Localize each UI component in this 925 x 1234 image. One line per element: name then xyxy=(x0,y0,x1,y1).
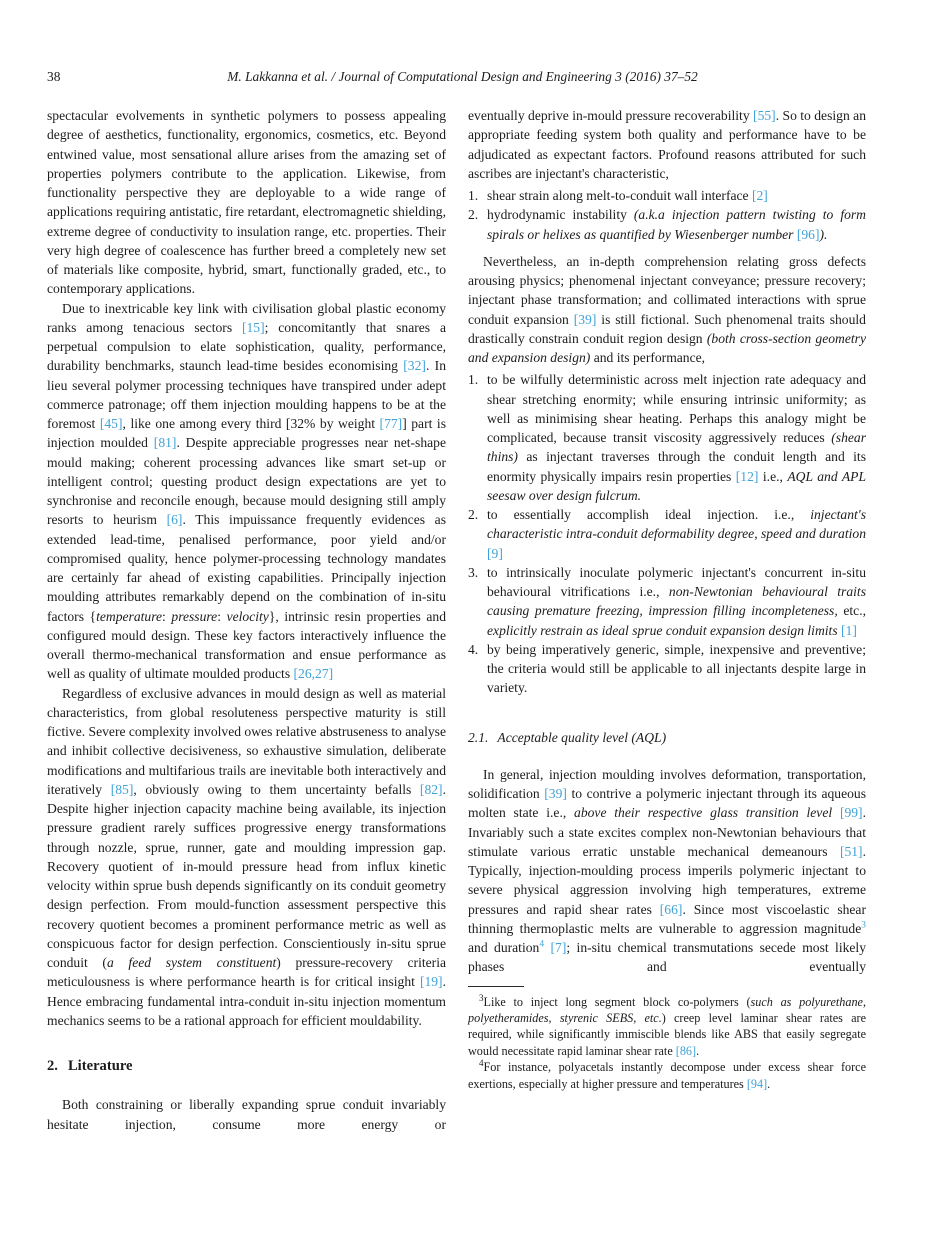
text-run: by being imperatively generic, simple, inexpensive and preventive; the criteria would still be applicable to all injectants despite large in variety. xyxy=(487,641,866,696)
list-item-text xyxy=(487,370,866,505)
list-item-text xyxy=(487,640,866,698)
list-item xyxy=(468,505,866,563)
citation-link[interactable]: [2] xyxy=(751,188,768,203)
subsection-heading xyxy=(468,728,866,747)
footnote-marker: 4 xyxy=(479,1058,484,1069)
text-run: Regardless of exclusive advances in mould design as well as material characteristics, from global resoluteness perspective maturity is still fictive. Severe complexity involved owes relative abstruseness to analyse and inhibit collective decisiveness, so exhaustive simulation, deliberate modifications and multifarious trails are inevitable both interactively and iteratively xyxy=(47,685,447,797)
heading-number: 2. xyxy=(47,1058,58,1074)
running-head: M. Lakkanna et al. / Journal of Computational Design and Engineering 3 (2016) 37–52 xyxy=(227,69,698,84)
text-run: . Despite higher injection capacity machine being available, its injection pressure gradient rarely suffices progressive energy transformations through nozzle, sprue, runner, gate and moulding impression gap. Recovery quotient of in-mould pressure head from influx kinetic velocity within sprue bush depends significantly on its conduit geometry design perfection. From mould-function assessment perspective this recovery quotient becomes a prominent performance metric as well as conspicuous factor for design perfection. Conscientiously in-situ sprue conduit ( xyxy=(47,781,446,970)
text-run: . Despite appreciable progresses near net-shape mould making; coherent processing advances like smart set-up or intelligent control; questing product design expectations are yet to synchronise and reconcile enough, because mould designing still amply resorts to heurism xyxy=(47,435,446,528)
text-run: such as polyurethane, polyetheramides, styrenic SEBS, etc. xyxy=(468,994,866,1025)
footnote xyxy=(468,994,866,1060)
section-heading xyxy=(47,1057,446,1076)
text-run: explicitly restrain as ideal sprue conduit expansion design limits xyxy=(487,622,842,638)
citation-link[interactable]: [6] xyxy=(166,512,183,528)
text-run: ). xyxy=(819,226,828,242)
paragraph xyxy=(47,299,446,684)
text-run: ) pressure-recovery criteria meticulousness is where performance hearth is for critical insight xyxy=(47,955,446,990)
text-run: shear strain along melt-to-conduit wall interface xyxy=(487,188,752,203)
footnotes xyxy=(468,986,866,1092)
text-run: ; concomitantly that snares a perpetual compulsion to elate sophistication, quality, performance, durability benchmarks, staunch lead-time besides economising xyxy=(47,319,446,374)
heading-number: 2.1. xyxy=(468,729,489,745)
text-run: non-Newtonian behavioural traits causing premature freezing, impression filling incompleteness, xyxy=(487,584,866,619)
paragraph xyxy=(47,1095,446,1134)
text-run: ] part is injection moulded xyxy=(47,416,446,451)
list-item-number: 1. xyxy=(468,188,479,203)
numbered-list xyxy=(468,186,866,244)
text-run: and duration xyxy=(468,940,540,955)
list-item-text xyxy=(487,563,866,640)
text-run: (shear thins) xyxy=(487,430,866,465)
text-run: ) creep level laminar shear rates are required, while significantly immiscible blends like ABS that easily segregate would necessitate rapid laminar shear rate xyxy=(468,1010,866,1058)
text-run: : xyxy=(217,608,227,624)
list-item xyxy=(468,640,866,698)
footnote-marker: 3 xyxy=(479,992,484,1003)
citation-link[interactable]: [39] xyxy=(544,786,567,801)
list-item-number: 4. xyxy=(468,641,479,657)
text-run: , like one among every third [32% by weight xyxy=(122,416,380,431)
citation-link[interactable]: [66] xyxy=(659,901,683,917)
citation-link[interactable]: [94] xyxy=(746,1076,768,1091)
text-run: etc., xyxy=(837,603,866,619)
citation-link[interactable]: [51] xyxy=(839,843,863,859)
text-run: velocity xyxy=(226,608,269,624)
citation-link[interactable]: [81] xyxy=(153,435,177,451)
citation-link[interactable]: [45] xyxy=(99,416,123,431)
text-run: : xyxy=(162,608,172,624)
list-item-text xyxy=(487,186,866,205)
text-run: Nevertheless, an in-depth comprehension relating gross defects arousing physics; phenomenal injectant conveyance; pressure recovery; injectant phase transformation; and collimated interactions with sprue conduit expansion xyxy=(468,253,866,327)
citation-link[interactable]: [12] xyxy=(735,468,759,484)
footnote-ref-superscript[interactable]: 3 xyxy=(861,920,866,931)
heading-label: Acceptable quality level (AQL) xyxy=(497,729,667,745)
citation-link[interactable]: [1] xyxy=(841,622,857,638)
text-run: . This impuissance frequently evidences as extended lead-time, penalised performance, poor yield and/or compromised quality, hence polymer-processing technology mandates are certainly far ahead of existing capabilities. Principally injection moulding attributes remarkably depend on the combination of in-situ factors { xyxy=(47,512,446,624)
paragraph xyxy=(468,765,866,977)
text-run: and its performance, xyxy=(590,350,706,365)
citation-link[interactable]: [55] xyxy=(753,108,776,123)
citation-link[interactable]: [15] xyxy=(241,319,265,335)
text-run: . xyxy=(696,1043,700,1058)
text-run: to essentially accomplish ideal injection. i.e., xyxy=(487,507,811,522)
right-column xyxy=(468,106,866,1092)
text-run: hydrodynamic instability xyxy=(487,207,634,223)
citation-link[interactable]: [99] xyxy=(839,805,863,821)
citation-link[interactable]: [86] xyxy=(675,1043,697,1058)
footnote-rule xyxy=(468,986,524,987)
citation-link[interactable]: [96] xyxy=(796,226,820,242)
text-run: i.e., xyxy=(758,468,788,484)
paragraph xyxy=(47,106,446,299)
text-run: to be wilfully deterministic across melt injection rate adequacy and shear stretching enormity; while ensuring intrinsic uniformity; as well as minimising shear heating. Perhaps this analogy might be complicated, because transit viscosity aggressively reduces xyxy=(487,372,866,445)
text-run: Due to inextricable key link with civilisation global plastic economy ranks among tenacious sectors xyxy=(47,300,446,335)
text-run: is still fictional. Such phenomenal traits should drastically constrain conduit region design xyxy=(468,311,866,346)
list-item xyxy=(468,370,866,505)
text-run: to intrinsically inoculate polymeric injectant's concurrent in-situ behavioural vitrifications i.e., xyxy=(487,564,866,599)
citation-link[interactable]: [85] xyxy=(110,781,134,797)
list-item xyxy=(468,205,866,244)
numbered-list xyxy=(468,370,866,697)
text-run: pressure xyxy=(171,608,218,624)
text-run: (both cross-section geometry and expansion design) xyxy=(468,330,866,365)
citation-link[interactable]: [82] xyxy=(419,781,443,797)
page-number: 38 xyxy=(47,69,61,84)
citation-link[interactable]: [9] xyxy=(487,545,503,561)
citation-link[interactable]: [19] xyxy=(419,974,443,990)
list-item xyxy=(468,186,866,205)
text-run: . Invariably such a state excites complex non-Newtonian behaviours that stimulate various erratic unstable mechanical demeanours xyxy=(468,805,866,859)
text-run: Like to inject long segment block co-polymers ( xyxy=(483,994,751,1009)
text-run: . Typically, injection-moulding process imperils polymeric injectant to severe physical aggression involving high temperatures, extreme pressures and rapid shear rates xyxy=(468,843,866,917)
paragraph xyxy=(468,106,866,183)
citation-link[interactable]: [26,27] xyxy=(293,666,334,682)
paragraph xyxy=(47,684,446,1031)
list-item-number: 1. xyxy=(468,372,479,388)
text-run: }, intrinsic resin properties and configured mould design. These key factors interactively influence the overall thermo-mechanical transformation and ensue performance as well as quality of ultimate moulded products xyxy=(47,608,446,682)
text-run: . In lieu several polymer processing techniques have transpired under adept commerce patronage; off them injection moulding happens to be at the foremost xyxy=(47,358,446,431)
list-item-number: 2. xyxy=(468,507,479,522)
list-item-number: 3. xyxy=(468,564,479,580)
text-run: (a.k.a injection pattern twisting to form spirals or helixes as quantified by Wiesenberger number xyxy=(487,207,866,242)
text-run: For instance, polyacetals instantly decompose under excess shear force exertions, especially at higher pressure and temperatures xyxy=(468,1060,866,1091)
text-run: spectacular evolvements in synthetic polymers to possess appealing degree of aesthetics, functionality, ergonomics, cosmetics, etc. Beyond entwined value, most sensational allure arises from the amazing set of properties polymers contribute to the application. Likewise, from functionality perspective they are deployable to a wide range of applications requiring antistatic, fire retardant, electromagnetic shielding, extreme degree of conductivity to insulation range, etc. properties. Their very high degree of coalescence has further breed a completely new set of materials like composite, hybrid, smart, functionally graded, etc., to contemporary applications. xyxy=(47,108,446,297)
text-run: above their respective glass transition level xyxy=(574,805,840,821)
text-run: . Since most viscoelastic shear thinning thermoplastic melts are vulnerable to aggression magnitude xyxy=(468,901,866,936)
heading-label: Literature xyxy=(67,1058,133,1074)
text-run: to contrive a polymeric injectant through its aqueous molten state i.e., xyxy=(468,786,866,821)
footnote-ref-superscript[interactable]: 4 xyxy=(539,939,545,950)
list-item xyxy=(468,563,866,640)
right-column-body xyxy=(468,106,866,977)
text-run: ; in-situ chemical transmutations secede most likely phases and eventually xyxy=(468,940,866,975)
text-run: , obviously owing to them uncertainty befalls xyxy=(133,781,420,797)
text-run: . So to design an appropriate feeding system both quality and performance have to be adjudicated as expectant factors. Profound reasons attributed for such ascribes are injectant's characteristic, xyxy=(468,108,866,181)
text-run: as injectant traverses through the conduit length and its enormity physically impairs resin properties xyxy=(487,449,866,484)
footnote xyxy=(468,1059,866,1092)
citation-link[interactable]: [7] xyxy=(550,940,567,955)
citation-link[interactable]: [39] xyxy=(573,311,597,327)
text-run: . xyxy=(767,1076,771,1091)
text-run: a feed system constituent xyxy=(106,955,277,970)
list-item-text xyxy=(487,205,866,244)
text-run: In general, injection moulding involves deformation, transportation, solidification xyxy=(468,766,866,801)
text-run: AQL and APL seesaw over design fulcrum. xyxy=(487,468,867,503)
left-column xyxy=(47,106,446,1134)
citation-link[interactable]: [32] xyxy=(403,358,426,374)
text-run: . Hence embracing fundamental intra-conduit in-situ injection momentum mechanics seems to be a rational approach for efficient mouldability. xyxy=(47,974,446,1028)
paragraph xyxy=(468,252,866,368)
citation-link[interactable]: [77] xyxy=(379,416,403,431)
text-run: injectant's characteristic intra-conduit deformability degree, speed and duration xyxy=(487,507,866,542)
list-item-number: 2. xyxy=(468,207,479,223)
text-run: temperature xyxy=(96,608,163,624)
list-item-text xyxy=(487,505,866,563)
page-header xyxy=(0,69,925,85)
text-run: eventually deprive in-mould pressure recoverability xyxy=(468,108,754,123)
text-run: Both constraining or liberally expanding sprue conduit invariably hesitate injection, consume more energy or xyxy=(47,1097,446,1132)
